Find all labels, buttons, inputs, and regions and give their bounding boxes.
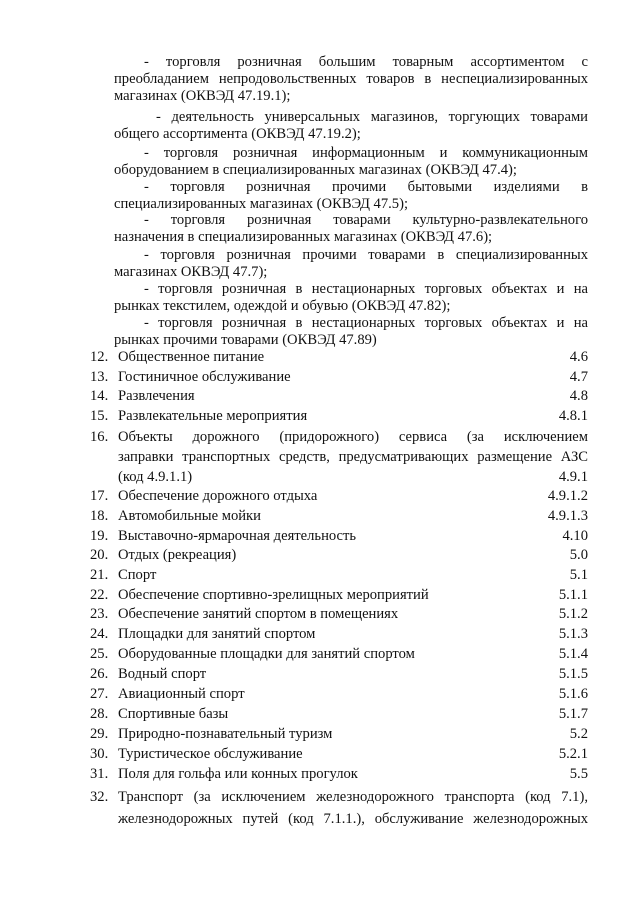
- sub-item: [114, 212, 588, 246]
- item-text: [118, 787, 588, 831]
- item-number: 23.: [90, 606, 109, 622]
- sub-item-line: рынках текстилем, одеждой и обувью (ОКВЭД 47.82);: [114, 298, 451, 314]
- item-number: 14.: [90, 388, 109, 404]
- sub-item-line: - торговля розничная прочими товарами в специализированных: [144, 247, 588, 263]
- item-text: Развлечения: [118, 388, 195, 404]
- item-text: [118, 427, 588, 487]
- item-code: 4.8: [569, 388, 588, 404]
- item-number: 12.: [90, 349, 109, 365]
- item-number: 27.: [90, 686, 109, 702]
- item-text: Развлекательные мероприятия: [118, 408, 308, 424]
- sub-item: [114, 54, 588, 105]
- sub-item-line: магазинах (ОКВЭД 47.19.1);: [114, 88, 291, 104]
- sub-item-line: - торговля розничная в нестационарных торговых объектах и на: [144, 281, 588, 297]
- item-code: 5.1.3: [558, 626, 588, 642]
- item-number: 17.: [90, 488, 109, 504]
- item-text: Спорт: [118, 567, 157, 583]
- item-text: Обеспечение дорожного отдыха: [118, 488, 318, 504]
- sub-item: [114, 247, 588, 281]
- item-text: Обеспечение спортивно-зрелищных мероприятий: [118, 587, 429, 603]
- sub-item-line: - торговля розничная большим товарным ассортиментом с: [144, 54, 588, 70]
- sub-item-line: рынках прочими товарами (ОКВЭД 47.89): [114, 332, 377, 348]
- sub-item-line: оборудованием в специализированных магазинах (ОКВЭД 47.4);: [114, 162, 517, 178]
- sub-item: [114, 315, 588, 349]
- item-code: 5.5: [569, 766, 588, 782]
- item-code: 5.0: [569, 547, 588, 563]
- sub-item: [114, 145, 588, 179]
- item-text: Выставочно-ярмарочная деятельность: [118, 528, 357, 544]
- sub-item-line: - торговля розничная информационным и коммуникационным: [144, 145, 588, 161]
- item-text-line: железнодорожных путей (код 7.1.1.), обслуживание железнодорожных: [118, 811, 588, 827]
- item-code: 5.1.6: [558, 686, 588, 702]
- item-text: Обеспечение занятий спортом в помещениях: [118, 606, 399, 622]
- sub-item-line: магазинах ОКВЭД 47.7);: [114, 264, 268, 280]
- item-code: 5.1.1: [558, 587, 588, 603]
- item-code: 4.8.1: [558, 408, 588, 424]
- item-code: 5.1.4: [558, 646, 588, 662]
- item-text: Водный спорт: [118, 666, 207, 682]
- sub-item-line: специализированных магазинах (ОКВЭД 47.5);: [114, 196, 409, 212]
- item-text: Спортивные базы: [118, 706, 229, 722]
- item-code: 4.9.1: [558, 469, 588, 485]
- sub-item-line: - торговля розничная товарами культурно-развлекательного: [144, 212, 588, 228]
- item-number: 13.: [90, 369, 109, 385]
- sub-item-line: - торговля розничная в нестационарных торговых объектах и на: [144, 315, 588, 331]
- item-code: 4.9.1.3: [547, 508, 588, 524]
- item-code: 5.1.7: [558, 706, 588, 722]
- item-code: 5.1.5: [558, 666, 588, 682]
- sub-item-line: преобладанием непродовольственных товаров в неспециализированных: [114, 71, 588, 87]
- item-number: 16.: [90, 429, 109, 445]
- item-text-line: заправки транспортных средств, предусматривающих размещение АЗС: [118, 449, 588, 465]
- sub-item-line: - деятельность универсальных магазинов, торгующих товарами: [156, 109, 588, 125]
- item-text: Автомобильные мойки: [118, 508, 261, 524]
- sub-item-line: назначения в специализированных магазинах (ОКВЭД 47.6);: [114, 229, 493, 245]
- item-code: 4.7: [569, 369, 588, 385]
- item-number: 30.: [90, 746, 109, 762]
- item-text: Гостиничное обслуживание: [118, 369, 291, 385]
- item-text-tail: (код 4.9.1.1): [118, 469, 193, 485]
- item-number: 31.: [90, 766, 109, 782]
- item-number: 26.: [90, 666, 109, 682]
- item-number: 21.: [90, 567, 109, 583]
- item-number: 20.: [90, 547, 109, 563]
- item-code: 4.6: [569, 349, 588, 365]
- item-text-line: Объекты дорожного (придорожного) сервиса (за исключением: [118, 429, 588, 445]
- item-number: 18.: [90, 508, 109, 524]
- item-code: 4.10: [562, 528, 588, 544]
- item-number: 19.: [90, 528, 109, 544]
- item-text: Оборудованные площадки для занятий спортом: [118, 646, 415, 662]
- sub-item: [114, 179, 588, 213]
- sub-item-line: - торговля розничная прочими бытовыми изделиями в: [144, 179, 588, 195]
- item-code: 5.2.1: [558, 746, 588, 762]
- item-number: 28.: [90, 706, 109, 722]
- item-text: Площадки для занятий спортом: [118, 626, 316, 642]
- item-number: 25.: [90, 646, 109, 662]
- item-text: Авиационный спорт: [118, 686, 245, 702]
- item-number: 15.: [90, 408, 109, 424]
- item-code: 5.1: [569, 567, 588, 583]
- sub-item: [114, 281, 588, 315]
- item-code: 4.9.1.2: [547, 488, 588, 504]
- sub-item: [114, 109, 588, 143]
- item-number: 32.: [90, 789, 109, 805]
- item-text: Туристическое обслуживание: [118, 746, 303, 762]
- item-text: Общественное питание: [118, 349, 265, 365]
- item-number: 22.: [90, 587, 109, 603]
- item-text: Отдых (рекреация): [118, 547, 237, 563]
- item-text-line: Транспорт (за исключением железнодорожного транспорта (код 7.1),: [118, 789, 588, 805]
- item-number: 29.: [90, 726, 109, 742]
- item-text-line: [118, 467, 588, 487]
- item-code: 5.1.2: [558, 606, 588, 622]
- sub-item-line: общего ассортимента (ОКВЭД 47.19.2);: [114, 126, 361, 142]
- item-code: 5.2: [569, 726, 588, 742]
- item-text: Поля для гольфа или конных прогулок: [118, 766, 358, 782]
- item-number: 24.: [90, 626, 109, 642]
- item-text: Природно-познавательный туризм: [118, 726, 333, 742]
